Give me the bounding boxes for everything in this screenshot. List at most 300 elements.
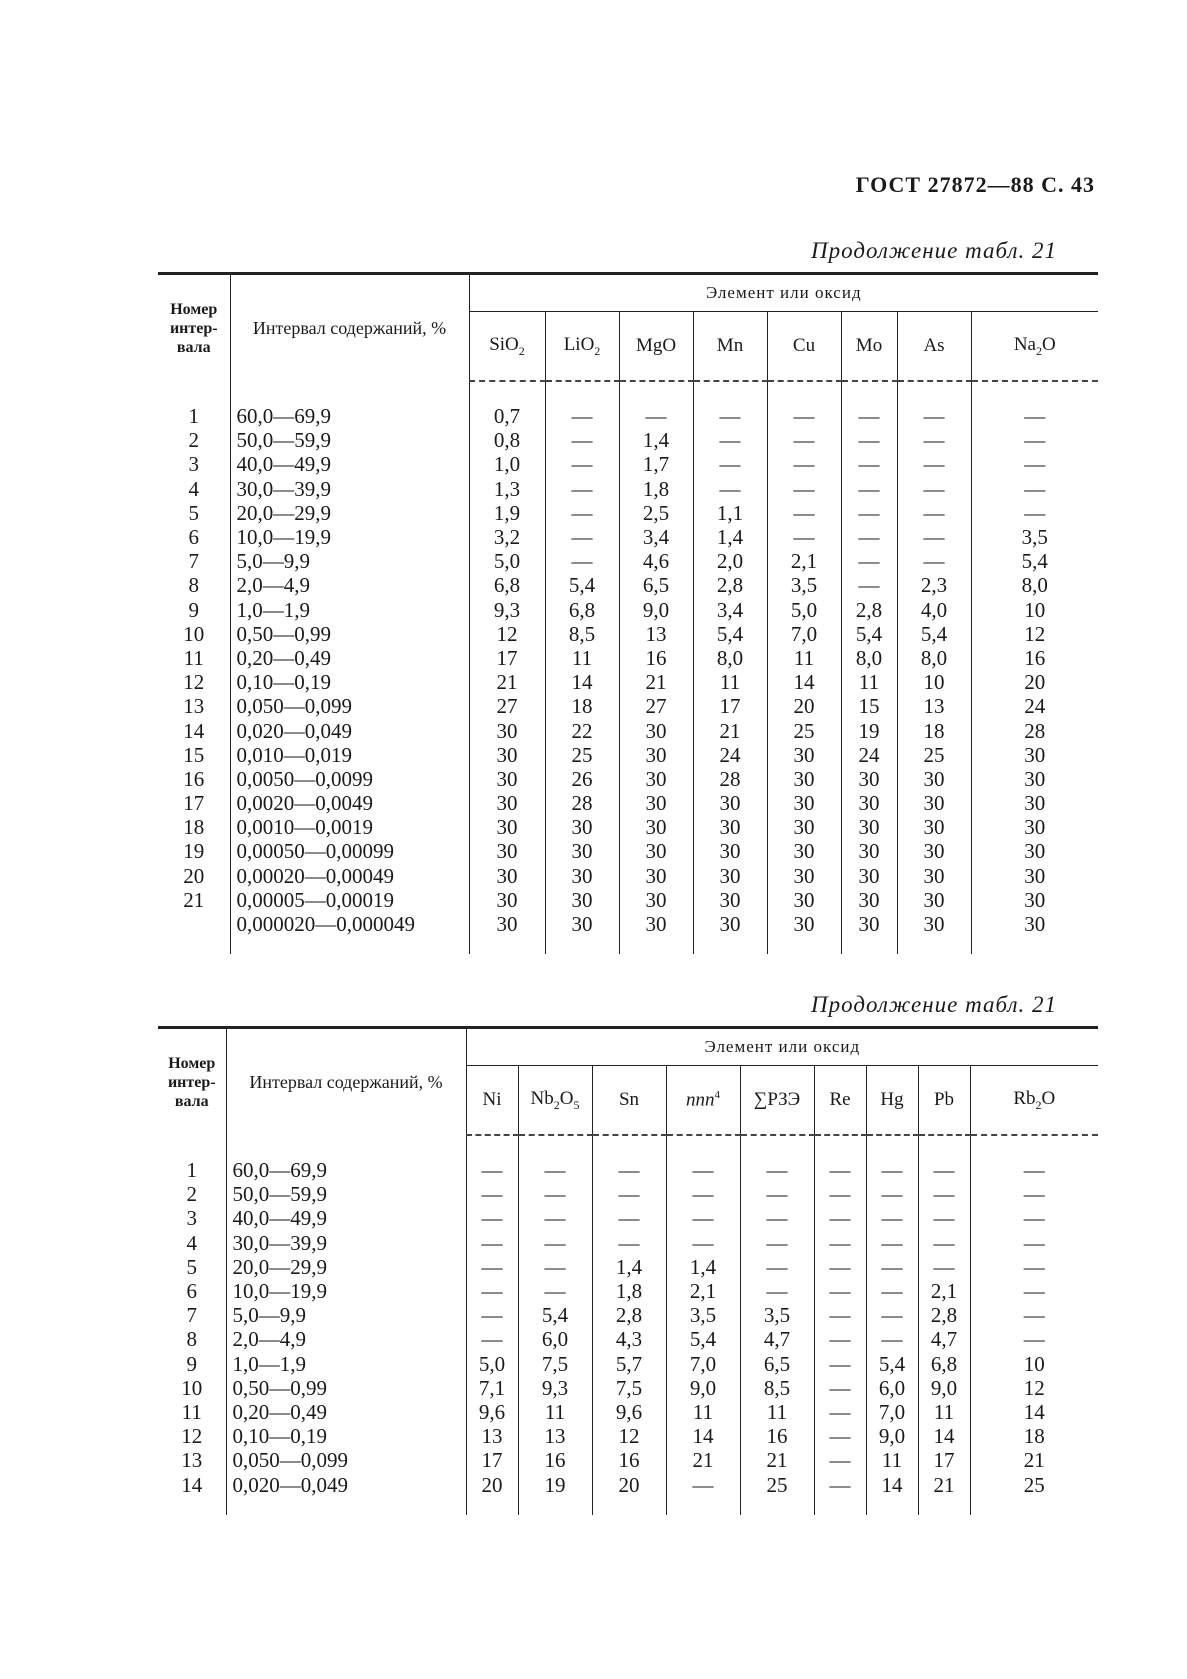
value-cell: 30 [693,888,767,912]
value-cell: — [666,1231,740,1255]
table-row [158,549,1098,573]
value-cell: — [466,1182,518,1206]
value-cell: 5,0 [466,1352,518,1376]
value-cell: 17 [466,1448,518,1472]
value-cell: 30 [545,839,619,863]
table-row [158,501,1098,525]
table-row [158,864,1098,888]
table1-element-header [469,312,545,382]
value-cell: 30 [469,864,545,888]
interval-number: 2 [158,1182,226,1206]
value-cell: 30 [469,912,545,936]
value-cell: 12 [592,1424,666,1448]
table-row [158,1352,1098,1376]
value-cell: — [545,525,619,549]
value-cell: — [841,525,897,549]
value-cell: 5,4 [666,1327,740,1351]
value-cell: 8,5 [545,622,619,646]
spacer-cell [897,936,971,954]
value-cell: — [918,1158,970,1182]
element-subscript: 2 [594,343,601,358]
value-cell: 30 [619,839,693,863]
value-cell: 1,1 [693,501,767,525]
value-cell: 30 [693,791,767,815]
value-cell: 21 [666,1448,740,1472]
value-cell: — [693,404,767,428]
value-cell: 2,1 [767,549,841,573]
element-subscript: 5 [573,1097,580,1112]
value-cell: — [814,1182,866,1206]
value-cell: 6,8 [469,573,545,597]
value-cell: — [866,1206,918,1230]
value-cell: 30 [693,912,767,936]
value-cell: — [740,1255,814,1279]
value-cell: 1,4 [693,525,767,549]
value-cell: — [918,1255,970,1279]
value-cell: — [545,477,619,501]
value-cell: 30 [767,839,841,863]
value-cell: 9,0 [666,1376,740,1400]
table-row [158,1231,1098,1255]
value-cell: 30 [469,743,545,767]
spacer-cell [970,1135,1098,1158]
value-cell: — [814,1424,866,1448]
value-cell: — [545,549,619,573]
value-cell: — [814,1376,866,1400]
spacer-cell [666,1497,740,1515]
table-row [158,1472,1098,1496]
value-cell: 30 [841,864,897,888]
table2-col-interval-header: Интервал содержаний, % [226,1028,466,1136]
value-cell: 18 [1023,1424,1045,1449]
table-spacer-row [158,381,1098,404]
value-cell: — [666,1472,740,1496]
value-cell: 30 [693,815,767,839]
value-cell: 7,0 [866,1400,918,1424]
value-cell: — [866,1327,918,1351]
value-cell: 2,8 [918,1303,970,1327]
value-cell: 3,5 [740,1303,814,1327]
table-spacer-row [158,1497,1098,1515]
interval-number: 5 [158,501,230,525]
value-cell: — [693,452,767,476]
value-cell: 8,0 [897,646,971,670]
value-cell: 30 [619,864,693,888]
value-cell: 30 [619,791,693,815]
value-cell: — [866,1279,918,1303]
value-cell: 6,0 [518,1327,592,1351]
interval-range: 2,0—4,9 [230,573,469,597]
element-symbol: Mn [716,335,744,356]
table-row [158,767,1098,791]
value-cell: 30 [619,767,693,791]
value-cell: — [1024,452,1046,477]
element-symbol: Mo [855,335,883,356]
interval-range: 0,10—0,19 [230,670,469,694]
spacer-cell [545,936,619,954]
value-cell: 30 [767,815,841,839]
interval-number: 9 [158,598,230,622]
table-row [158,670,1098,694]
value-cell: — [866,1231,918,1255]
table-row [158,743,1098,767]
value-cell: — [767,428,841,452]
value-cell: — [740,1279,814,1303]
value-cell: 13 [619,622,693,646]
value-cell: 5,0 [469,549,545,573]
value-cell: 4,7 [918,1327,970,1351]
value-cell: 30 [469,767,545,791]
value-cell: 30 [841,888,897,912]
value-cell: 3,4 [619,525,693,549]
value-cell: 14 [545,670,619,694]
element-subscript: 2 [518,343,525,358]
interval-number: 8 [158,1327,226,1351]
value-cell: 6,5 [740,1352,814,1376]
value-cell: 6,5 [619,573,693,597]
value-cell: 7,5 [518,1352,592,1376]
value-cell: — [767,404,841,428]
value-cell: 30 [693,864,767,888]
value-cell: 21 [918,1472,970,1496]
value-cell: 21 [469,670,545,694]
spacer-cell [226,1497,466,1515]
spacer-cell [740,1497,814,1515]
value-cell: 16 [740,1424,814,1448]
interval-range: 0,50—0,99 [230,622,469,646]
value-cell: — [1024,404,1046,429]
value-cell: 30 [841,839,897,863]
value-cell: — [814,1158,866,1182]
spacer-cell [469,381,545,404]
value-cell: 30 [545,815,619,839]
value-cell: 11 [666,1400,740,1424]
value-cell: 6,8 [918,1352,970,1376]
value-cell: — [897,452,971,476]
value-cell: 15 [841,694,897,718]
value-cell: 11 [518,1400,592,1424]
value-cell: 1,0 [469,452,545,476]
value-cell: 7,1 [466,1376,518,1400]
value-cell: 11 [841,670,897,694]
value-cell: — [545,428,619,452]
table1-element-header [545,312,619,382]
value-cell: 7,0 [666,1352,740,1376]
value-cell: 5,4 [897,622,971,646]
value-cell: 30 [1024,863,1046,888]
interval-number: 14 [158,718,230,742]
value-cell: — [1023,1158,1045,1183]
interval-range: 50,0—59,9 [226,1182,466,1206]
interval-number: 3 [158,1206,226,1230]
table-spacer-row [158,936,1098,954]
value-cell: 0,8 [469,428,545,452]
interval-range: 2,0—4,9 [226,1327,466,1351]
value-cell: — [466,1255,518,1279]
value-cell: — [740,1158,814,1182]
value-cell: 30 [545,888,619,912]
value-cell: 20 [592,1472,666,1496]
interval-range: 0,020—0,049 [230,718,469,742]
value-cell: 26 [545,767,619,791]
table2-element-header [866,1066,918,1136]
interval-range: 10,0—19,9 [230,525,469,549]
element-subscript: 2 [553,1097,560,1112]
value-cell: 11 [740,1400,814,1424]
table1-col-interval-header: Интервал содержаний, % [230,274,469,382]
interval-number: 6 [158,525,230,549]
value-cell: 9,3 [518,1376,592,1400]
spacer-cell [814,1135,866,1158]
value-cell: — [897,501,971,525]
value-cell: 1,7 [619,452,693,476]
table2-element-header [740,1066,814,1136]
value-cell: 4,6 [619,549,693,573]
value-cell: 5,4 [518,1303,592,1327]
value-cell: 11 [545,646,619,670]
value-cell: 30 [1024,912,1046,937]
value-cell: 30 [1024,815,1046,840]
spacer-cell [841,936,897,954]
value-cell: — [1023,1254,1045,1279]
value-cell: — [897,404,971,428]
value-cell: 30 [897,839,971,863]
table2-element-header [518,1066,592,1136]
value-cell: 30 [897,888,971,912]
value-cell: 7,0 [767,622,841,646]
interval-number: 1 [158,404,230,428]
interval-range: 5,0—9,9 [226,1303,466,1327]
spacer-cell [158,381,230,404]
interval-range: 0,10—0,19 [226,1424,466,1448]
interval-number: 10 [158,1376,226,1400]
value-cell: 30 [619,718,693,742]
value-cell: — [1024,428,1046,453]
spacer-cell [592,1497,666,1515]
table1 [158,272,1098,954]
table1-element-header [841,312,897,382]
element-superscript: 4 [714,1088,720,1101]
value-cell: 30 [767,864,841,888]
table1-group-header: Элемент или оксид [469,274,1098,312]
value-cell: — [814,1327,866,1351]
value-cell: — [518,1182,592,1206]
table-row [158,598,1098,622]
table2-element-header [592,1066,666,1136]
value-cell: 5,0 [767,598,841,622]
value-cell: 0,7 [469,404,545,428]
table-row [158,646,1098,670]
value-cell: — [841,428,897,452]
value-cell: 1,4 [592,1255,666,1279]
value-cell: 1,4 [666,1255,740,1279]
interval-number: 4 [158,477,230,501]
spacer-cell [814,1497,866,1515]
table2-element-header [918,1066,970,1136]
spacer-cell [158,936,230,954]
value-cell: — [1023,1230,1045,1255]
table-row [158,1303,1098,1327]
value-cell: — [666,1158,740,1182]
value-cell: 30 [897,767,971,791]
value-cell: 20 [1024,670,1046,695]
value-cell: — [466,1231,518,1255]
value-cell: — [814,1400,866,1424]
value-cell: 4,7 [740,1327,814,1351]
value-cell: 16 [592,1448,666,1472]
interval-number: 15 [158,743,230,767]
table-row [158,1448,1098,1472]
value-cell: 27 [619,694,693,718]
interval-number: 8 [158,573,230,597]
value-cell: 3,4 [693,598,767,622]
value-cell: — [1024,476,1046,501]
value-cell: — [466,1327,518,1351]
table2-element-header [814,1066,866,1136]
table2-element-header [970,1066,1098,1136]
value-cell: 11 [693,670,767,694]
interval-number: 13 [158,694,230,718]
table-row [158,815,1098,839]
table-row [158,622,1098,646]
value-cell: 5,7 [592,1352,666,1376]
value-cell: — [841,477,897,501]
value-cell: 5,4 [545,573,619,597]
value-cell: — [518,1279,592,1303]
value-cell: — [918,1182,970,1206]
spacer-cell [866,1135,918,1158]
interval-range: 0,010—0,019 [230,743,469,767]
value-cell: 30 [619,888,693,912]
spacer-cell [466,1135,518,1158]
value-cell: 9,0 [918,1376,970,1400]
value-cell: — [545,452,619,476]
table-row [158,888,1098,912]
spacer-cell [693,381,767,404]
interval-number: 10 [158,622,230,646]
value-cell: 30 [619,743,693,767]
element-symbol: LiO [563,333,595,355]
interval-number: 21 [158,888,230,912]
table1-caption: Продолжение табл. 21 [811,238,1057,263]
interval-range: 0,0050—0,0099 [230,767,469,791]
value-cell: 30 [1024,887,1046,912]
interval-number: 7 [158,1303,226,1327]
value-cell: 30 [767,767,841,791]
spacer-cell [971,381,1098,404]
element-subscript: 2 [1035,1097,1042,1112]
value-cell: — [518,1206,592,1230]
table1-element-header [767,312,841,382]
value-cell: — [518,1231,592,1255]
value-cell: — [592,1158,666,1182]
spacer-cell [897,381,971,404]
interval-number: 6 [158,1279,226,1303]
interval-number [158,912,230,936]
value-cell: 25 [897,743,971,767]
value-cell: 1,9 [469,501,545,525]
table2-caption: Продолжение табл. 21 [811,992,1057,1017]
value-cell: — [1023,1206,1045,1231]
value-cell: 20 [466,1472,518,1496]
element-symbol: MgO [635,335,677,356]
value-cell: 19 [518,1472,592,1496]
interval-number: 3 [158,452,230,476]
interval-number: 2 [158,428,230,452]
table-row [158,428,1098,452]
table-row [158,912,1098,936]
table-spacer-row [158,1135,1098,1158]
value-cell: 8,5 [740,1376,814,1400]
value-cell: — [814,1303,866,1327]
value-cell: 20 [767,694,841,718]
value-cell: 2,1 [918,1279,970,1303]
table1-col-number-header: Номер интер-вала [158,274,230,382]
spacer-cell [545,381,619,404]
spacer-cell [619,936,693,954]
value-cell: — [1023,1279,1045,1304]
value-cell: 30 [841,912,897,936]
interval-range: 0,00020—0,00049 [230,864,469,888]
value-cell: 12 [1023,1375,1045,1400]
element-symbol: Ni [482,1089,502,1110]
table-row [158,1182,1098,1206]
value-cell: 17 [693,694,767,718]
interval-number: 9 [158,1352,226,1376]
value-cell: — [767,477,841,501]
value-cell: 9,0 [866,1424,918,1448]
value-cell: 11 [866,1448,918,1472]
value-cell: — [767,525,841,549]
value-cell: — [466,1279,518,1303]
table-row [158,694,1098,718]
interval-range: 5,0—9,9 [230,549,469,573]
table-row [158,404,1098,428]
interval-number: 12 [158,1424,226,1448]
value-cell: — [767,501,841,525]
value-cell: — [518,1255,592,1279]
value-cell: 3,5 [666,1303,740,1327]
spacer-cell [970,1497,1098,1515]
value-cell: 30 [1024,791,1046,816]
table2 [158,1026,1098,1515]
interval-number: 18 [158,815,230,839]
spacer-cell [158,1135,226,1158]
table-row [158,791,1098,815]
value-cell: 30 [767,791,841,815]
spacer-cell [740,1135,814,1158]
value-cell: 1,8 [592,1279,666,1303]
interval-range: 0,20—0,49 [230,646,469,670]
value-cell: — [592,1231,666,1255]
value-cell: 30 [841,767,897,791]
value-cell: 16 [518,1448,592,1472]
table1-element-header [897,312,971,382]
value-cell: — [814,1448,866,1472]
value-cell: — [841,549,897,573]
spacer-cell [466,1497,518,1515]
value-cell: 2,5 [619,501,693,525]
table1-element-header [971,312,1098,382]
interval-range: 40,0—49,9 [226,1206,466,1230]
value-cell: 14 [767,670,841,694]
value-cell: — [897,549,971,573]
value-cell: 30 [545,912,619,936]
interval-range: 1,0—1,9 [226,1352,466,1376]
value-cell: 16 [1024,645,1046,670]
value-cell: 24 [693,743,767,767]
table-row [158,1206,1098,1230]
